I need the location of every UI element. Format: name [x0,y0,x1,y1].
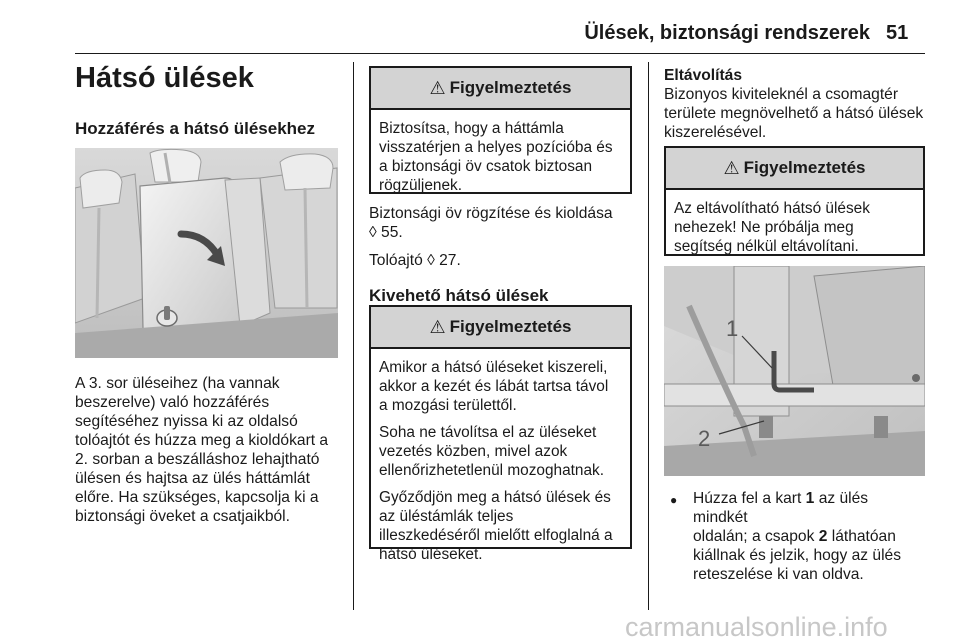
warning-header [666,148,923,190]
warning1-line-4: rögzüljenek. [379,177,462,194]
bullet-line-2a: oldalán; a csapok [693,528,819,545]
warning-heading: Figyelmeztetés [449,317,572,336]
subsection-title-access: Hozzáférés a hátsó ülésekhez [75,119,315,138]
figure-label-1: 1 [726,316,739,341]
bullet-line-2c: láthatóan [827,528,896,545]
warning3-line-2: nehezek! Ne próbálja meg [674,219,854,236]
warning2-p1-line-2: akkor a kezét és lábát tartsa távol [379,378,609,395]
bullet-line-4: reteszelése ki van oldva. [693,566,864,583]
warning-body [371,349,630,564]
watermark: carmanualsonline.info [625,612,888,642]
right-column-bullets [664,489,926,584]
warning2-paragraph-1 [379,358,622,415]
warning2-p2-line-2: vezetés közben, mivel azok [379,443,568,460]
warning-heading: Figyelmeztetés [449,78,572,97]
warning-heading: Figyelmeztetés [743,158,866,177]
removal-line-1: Bizonyos kiviteleknél a csomagtér [664,86,899,103]
bullet-icon: ● [670,493,678,507]
bullet-ref-2: 2 [818,528,828,545]
left-column-text [75,374,345,526]
warning-triangle-icon: ⚠ [723,157,740,178]
running-header-title: Ülések, biztonsági rendszerek [584,22,870,44]
seatbelt-ref-line-1: Biztonsági öv rögzítése és kioldása [369,205,613,222]
left-column [75,62,345,139]
warning1-line-3: a biztonsági öv csatok biztosan [379,158,593,175]
section-title: Hátsó ülések [75,62,254,94]
access-line-4: tolóajtót és húzza meg a kioldókart a [75,432,329,449]
sliding-door-reference: Tolóajtó ◊ 27. [369,252,461,269]
warning2-p3-line-3: illeszkedéséről mielőtt elfoglalná a [379,527,613,544]
removal-paragraph [664,85,926,142]
warning3-line-1: Az eltávolítható hátsó ülések [674,200,870,217]
header-rule [75,53,925,54]
warning1-line-1: Biztosítsa, hogy a háttámla [379,120,564,137]
warning2-p2-line-1: Soha ne távolítsa el az üléseket [379,424,597,441]
warning2-p3-line-1: Győződjön meg a hátsó ülések és [379,489,611,506]
seat-latch-figure [664,266,925,476]
warning-box-backrest [369,66,632,194]
warning2-paragraph-3 [379,488,622,564]
access-line-2: beszerelve) való hozzáférés [75,394,270,411]
warning-header [371,68,630,110]
right-column-intro [664,66,926,142]
access-line-8: biztonsági öveket a csatjaikból. [75,508,290,525]
warning2-p3-line-2: az üléstámlák teljes [379,508,514,525]
warning-text [674,199,915,256]
warning-box-heavy [664,146,925,256]
seatbelt-reference [369,204,639,242]
access-line-5: 2. sorban a beszálláshoz lehajtható [75,451,320,468]
bullet-ref-1: 1 [805,490,815,507]
warning-text [379,119,622,195]
warning2-p2-line-3: ellenőrizhetetlenül mozoghatnak. [379,462,605,479]
access-line-3: segítéséhez nyissa ki az oldalsó [75,413,298,430]
bullet-line-1a: Húzza fel a kart [693,490,806,507]
list-item [664,489,926,584]
warning-header [371,307,630,349]
access-line-7: előre. Ha szükséges, kapcsolja ki a [75,489,319,506]
rear-seat-illustration [75,148,338,358]
warning1-line-2: visszatérjen a helyes pozícióba és [379,139,613,156]
bullet-text [693,489,926,584]
warning2-p3-line-4: hátsó üléseket. [379,546,483,563]
page-number: 51 [886,22,909,44]
access-paragraph [75,374,345,526]
warning-body [666,190,923,256]
removal-title: Eltávolítás [664,67,742,84]
column-divider-right [648,62,649,610]
warning-body [371,110,630,195]
warning-triangle-icon: ⚠ [429,77,446,98]
warning2-p1-line-3: a mozgási területtől. [379,397,517,414]
subsection-title-removable: Kivehető hátsó ülések [369,286,549,305]
removal-line-3: kiszerelésével. [664,124,767,141]
removal-line-2: területe megnövelhető a hátsó ülések [664,105,924,122]
warning3-line-3: segítség nélkül eltávolítani. [674,238,859,255]
access-line-6: ülésen és hajtsa az ülés háttámlát [75,470,310,487]
rear-seat-figure [75,148,338,358]
figure-label-2: 2 [698,426,711,451]
seat-latch-illustration [664,266,925,476]
bullet-line-3: kiállnak és jelzik, hogy az ülés [693,547,902,564]
column-divider-left [353,62,354,610]
warning2-p1-line-1: Amikor a hátsó üléseket kiszereli, [379,359,608,376]
seatbelt-ref-line-2: ◊ 55. [369,224,403,241]
middle-column-refs [369,204,639,306]
warning-box-removal [369,305,632,563]
warning-triangle-icon: ⚠ [429,316,446,337]
access-line-1: A 3. sor üléseihez (ha vannak [75,375,280,392]
warning2-paragraph-2 [379,423,622,480]
bullet-line-1c: az ülés mindkét [693,490,869,526]
